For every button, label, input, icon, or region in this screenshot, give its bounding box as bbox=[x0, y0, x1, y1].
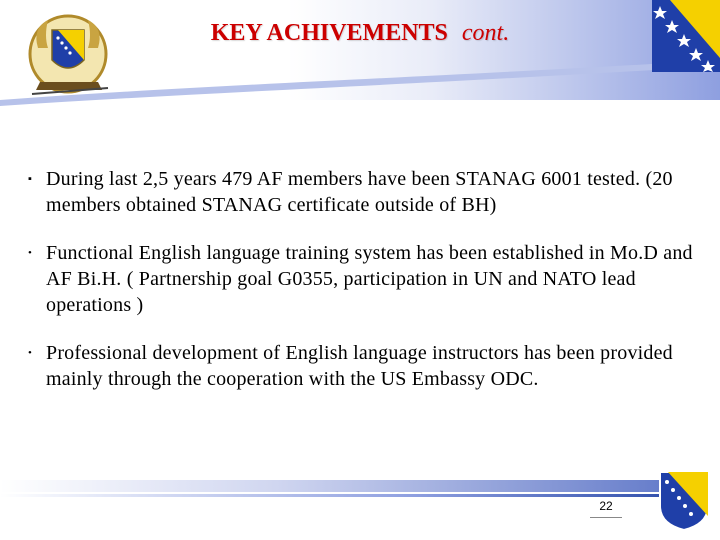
bullet-text: During last 2,5 years 479 AF members have been STANAG 6001 tested. (20 members obtained STANAG certificate outside of BH) bbox=[46, 168, 673, 216]
bullet-marker: • bbox=[28, 347, 33, 359]
bih-shield-flag-icon bbox=[656, 470, 712, 532]
slide-title-cont: cont. bbox=[461, 20, 510, 46]
page-number-underline bbox=[590, 517, 622, 518]
slide-title-main: KEY ACHIVEMENTS bbox=[210, 20, 448, 46]
bullet-text: Functional English language training system has been established in Mo.D and AF Bi.H. ( Partnership goal G0355, participation in UN and NATO lead operations ) bbox=[46, 242, 693, 316]
footer-bar bbox=[0, 480, 690, 492]
bullet-item bbox=[28, 340, 698, 392]
slide-title bbox=[0, 20, 720, 47]
footer-line bbox=[0, 494, 690, 497]
page-number: 22 bbox=[599, 499, 613, 513]
bullet-item bbox=[28, 166, 698, 218]
bullet-item bbox=[28, 240, 698, 318]
bullet-text: Professional development of English language instructors has been provided mainly through the cooperation with the US Embassy ODC. bbox=[46, 342, 673, 390]
bullet-marker: ▪ bbox=[28, 173, 33, 185]
bullet-list bbox=[28, 166, 698, 414]
bullet-marker: • bbox=[28, 247, 33, 259]
bih-flag-icon bbox=[652, 0, 720, 72]
